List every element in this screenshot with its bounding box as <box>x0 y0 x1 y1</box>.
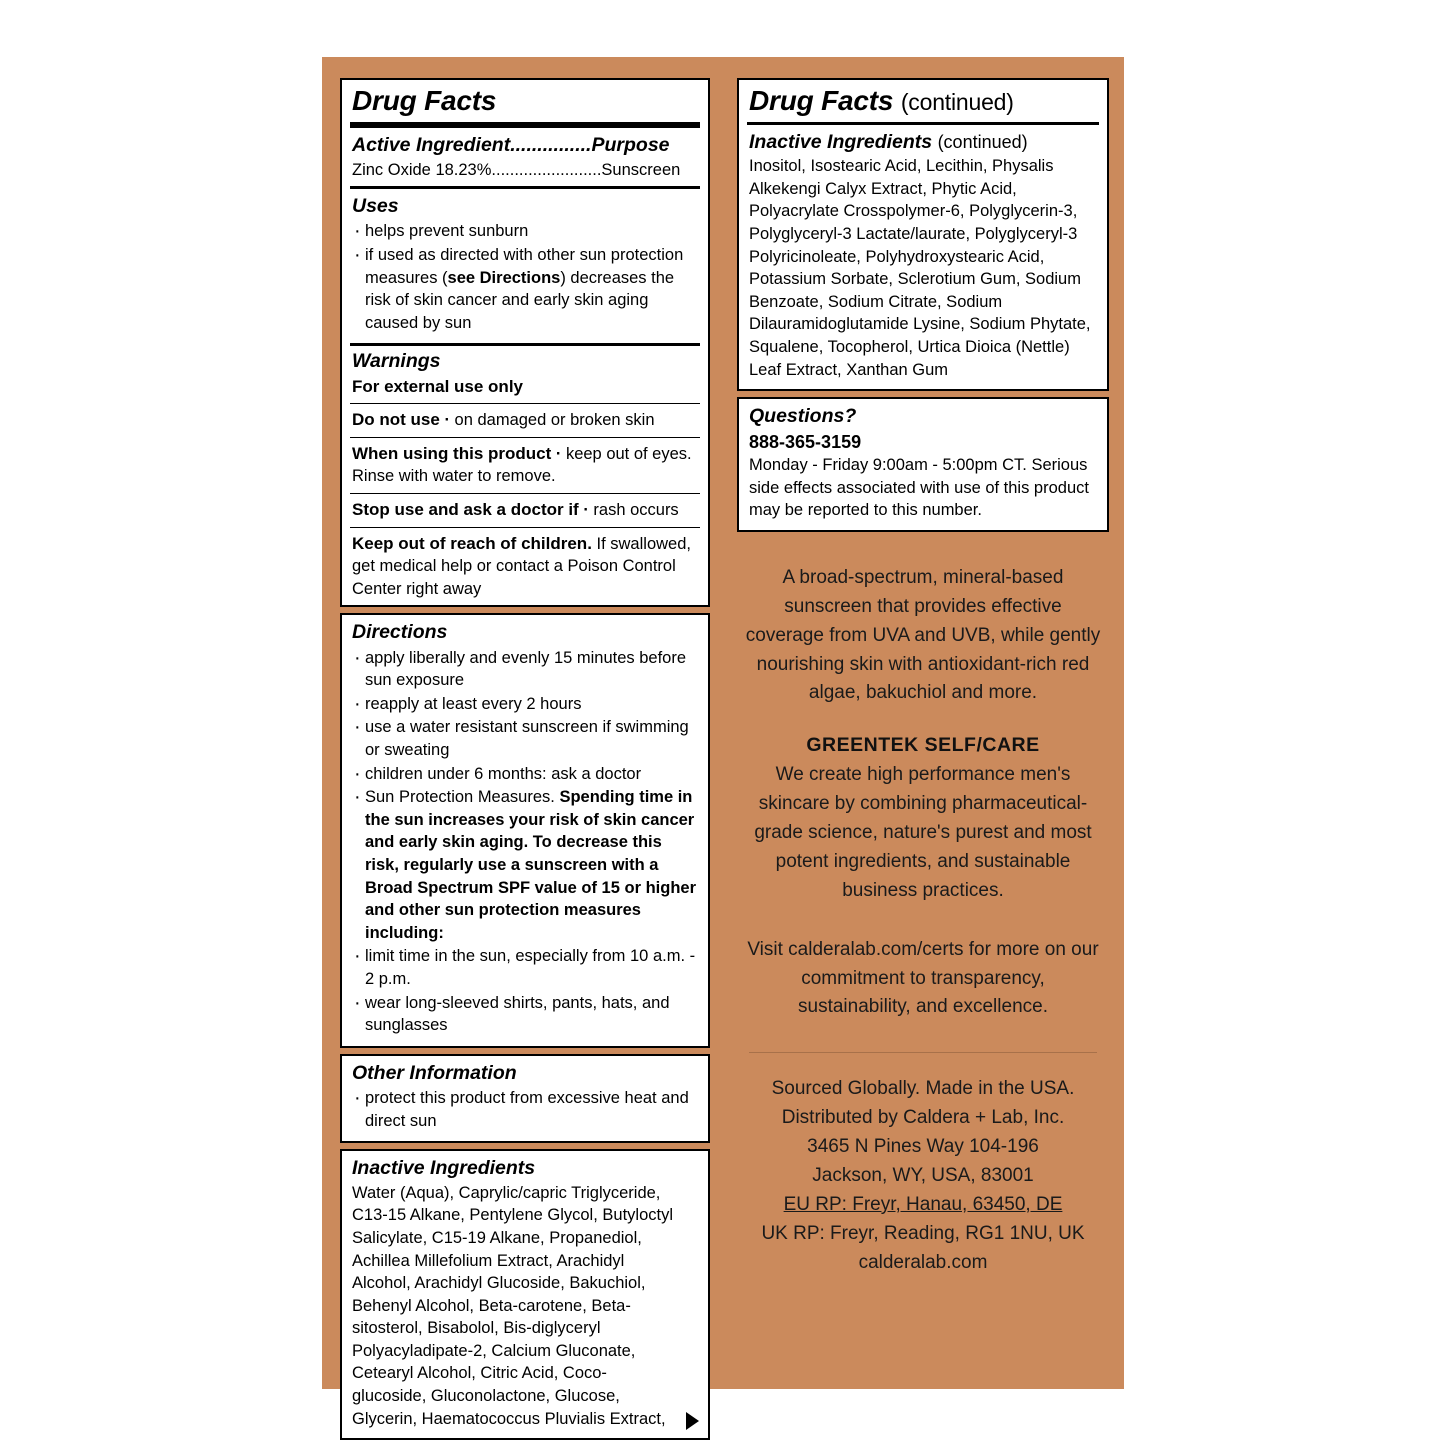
stop-use-text: rash occurs <box>593 500 679 519</box>
bullet-dot: · <box>444 411 455 430</box>
questions-hours-text: Monday - Friday 9:00am - 5:00pm CT. Serious side effects associated with use of this product may be reported to this number. <box>749 456 1089 520</box>
do-not-use-text: on damaged or broken skin <box>454 411 655 430</box>
drug-facts-panel-main <box>340 78 710 607</box>
product-description: A broad-spectrum, mineral-based sunscreen that provides effective coverage from UVA and UVB, while gently nourishing skin with antioxidant-rich red algae, bakuchiol and more. <box>745 566 1101 704</box>
list-item: · limit time in the sun, especially from 10 a.m. - 2 p.m. <box>352 945 698 990</box>
uses-heading: Uses <box>352 195 399 218</box>
other-information-heading: Other Information <box>352 1061 517 1084</box>
drug-facts-continued-suffix: (continued) <box>900 89 1014 115</box>
list-item: · reapply at least every 2 hours <box>352 693 698 716</box>
certs-text: Visit calderalab.com/certs for more on our commitment to transparency, sustainability, and excellence. <box>747 938 1099 1018</box>
list-item: · wear long-sleeved shirts, pants, hats, and sunglasses <box>352 992 698 1037</box>
directions-heading: Directions <box>352 621 448 644</box>
bullet-dot: · <box>555 444 566 463</box>
directions-panel <box>340 613 710 1047</box>
drug-facts-continued-panel <box>737 78 1109 391</box>
right-column <box>737 78 1109 1277</box>
footer-address <box>737 1075 1109 1277</box>
uses-list <box>352 220 698 334</box>
questions-panel <box>737 397 1109 532</box>
when-using-section <box>342 438 708 493</box>
inactive-ingredients-section <box>342 1151 708 1438</box>
questions-phone[interactable]: 888-365-3159 <box>749 431 862 452</box>
inactive-continued-heading-text: Inactive Ingredients <box>749 130 933 153</box>
list-item: · use a water resistant sunscreen if swimming or sweating <box>352 716 698 761</box>
active-ingredient-heading <box>352 132 698 159</box>
inactive-ingredients-text: Water (Aqua), Caprylic/capric Triglyceride, C13-15 Alkane, Pentylene Glycol, Butyloctyl Salicylate, C15-19 Alkane, Propanediol, Achillea Millefolium Extract, Arachidyl Alcohol, Arachidyl Glucoside, Bakuchiol, Behenyl Alcohol, Beta-carotene, Beta-sitosterol, Bisabolol, Bis-diglyceryl Polyacyladipate-2, Calcium Gluconate, Cetearyl Alcohol, Citric Acid, Coco-glucoside, Gluconolactone, Glucose, Glycerin, Haematococcus Pluvialis Extract, <box>352 1183 674 1428</box>
other-information-list <box>352 1087 698 1132</box>
inactive-ingredients-continued-heading <box>749 131 1097 154</box>
active-ingredient-section <box>342 128 708 186</box>
bullet-dot: · <box>583 500 594 519</box>
active-ingredient-line: Zinc Oxide 18.23%........................Sunscreen <box>352 160 681 179</box>
footer-line: 3465 N Pines Way 104-196 <box>807 1136 1039 1158</box>
footer-line: Distributed by Caldera + Lab, Inc. <box>781 1107 1065 1129</box>
brand-heading: GREENTEK SELF/CARE <box>806 734 1040 757</box>
footer-line-uk-rp: UK RP: Freyr, Reading, RG1 1NU, UK <box>761 1222 1085 1244</box>
do-not-use-section <box>342 404 708 437</box>
list-item: · helps prevent sunburn <box>352 220 698 243</box>
active-ingredient-heading-right: Purpose <box>591 133 670 156</box>
divider <box>749 1052 1097 1053</box>
list-item: · children under 6 months: ask a doctor <box>352 763 698 786</box>
drug-facts-continued-title-text: Drug Facts <box>749 85 894 116</box>
drug-facts-continued-title <box>739 80 1107 122</box>
list-item: · protect this product from excessive heat and direct sun <box>352 1087 698 1132</box>
spm-bold-text: Spending time in the sun increases your risk of skin cancer and early skin aging. To decrease this risk, regularly use a sunscreen with a Broad Spectrum SPF value of 15 or higher and other sun protection measures including: <box>365 788 696 942</box>
footer-line: Sourced Globally. Made in the USA. <box>771 1078 1075 1100</box>
drug-facts-title: Drug Facts <box>352 85 497 116</box>
inactive-ingredients-heading: Inactive Ingredients <box>352 1157 536 1180</box>
continuation-arrow-icon <box>686 1412 699 1430</box>
active-ingredient-heading-left: Active Ingredient <box>352 133 511 156</box>
spm-prefix: Sun Protection Measures. <box>365 788 555 807</box>
brand-description: We create high performance men's skincare by combining pharmaceutical-grade science, nature's purest and most potent ingredients, and sustainable business practices. <box>754 764 1092 901</box>
directions-section <box>342 615 708 1045</box>
list-item: · if used as directed with other sun protection measures (see Directions) decreases the risk of skin cancer and early skin aging caused by sun <box>352 244 698 334</box>
when-using-label: When using this product <box>352 443 552 463</box>
when-using-text: keep out of eyes. Rinse with water to remove. <box>352 444 692 486</box>
footer-line: Jackson, WY, USA, 83001 <box>812 1164 1034 1186</box>
inactive-ingredients-continued-section <box>739 125 1107 389</box>
questions-section <box>739 399 1107 530</box>
footer-line-eu-rp: EU RP: Freyr, Hanau, 63450, DE <box>783 1193 1063 1215</box>
do-not-use-label: Do not use <box>352 410 440 430</box>
warnings-section <box>342 346 708 403</box>
directions-list <box>352 647 698 1037</box>
footer-website[interactable]: calderalab.com <box>858 1251 988 1273</box>
list-item: · apply liberally and evenly 15 minutes before sun exposure <box>352 647 698 692</box>
keep-out-text: If swallowed, get medical help or contact a Poison Control Center right away <box>352 534 691 598</box>
list-item-sun-protection-measures <box>352 786 698 944</box>
inactive-continued-suffix: (continued) <box>937 131 1028 152</box>
active-ingredient-heading-dots: ............... <box>510 133 592 156</box>
external-use-text: For external use only <box>352 376 523 396</box>
left-column <box>340 78 710 1440</box>
stop-use-label: Stop use and ask a doctor if <box>352 499 579 519</box>
see-directions-emphasis: see Directions <box>447 268 561 287</box>
other-information-panel <box>340 1054 710 1144</box>
keep-out-label: Keep out of reach of children. <box>352 533 592 553</box>
stop-use-section <box>342 494 708 527</box>
inactive-ingredients-continued-text: Inositol, Isostearic Acid, Lecithin, Physalis Alkekengi Calyx Extract, Phytic Acid, Polyacrylate Crosspolymer-6, Polyglycerin-3, Polyglyceryl-3 Lactate/laurate, Polyglyceryl-3 Polyricinoleate, Polyhydroxystearic Acid, Potassium Sorbate, Sclerotium Gum, Sodium Benzoate, Sodium Citrate, Sodium Dilauramidoglutamide Lysine, Sodium Phytate, Squalene, Tocopherol, Urtica Dioica (Nettle) Leaf Extract, Xanthan Gum <box>749 157 1091 379</box>
questions-heading: Questions? <box>749 405 857 428</box>
keep-out-of-reach-section <box>342 528 708 606</box>
warnings-heading: Warnings <box>352 350 441 373</box>
inactive-ingredients-panel <box>340 1149 710 1440</box>
uses-section <box>342 189 708 343</box>
other-information-section <box>342 1056 708 1142</box>
